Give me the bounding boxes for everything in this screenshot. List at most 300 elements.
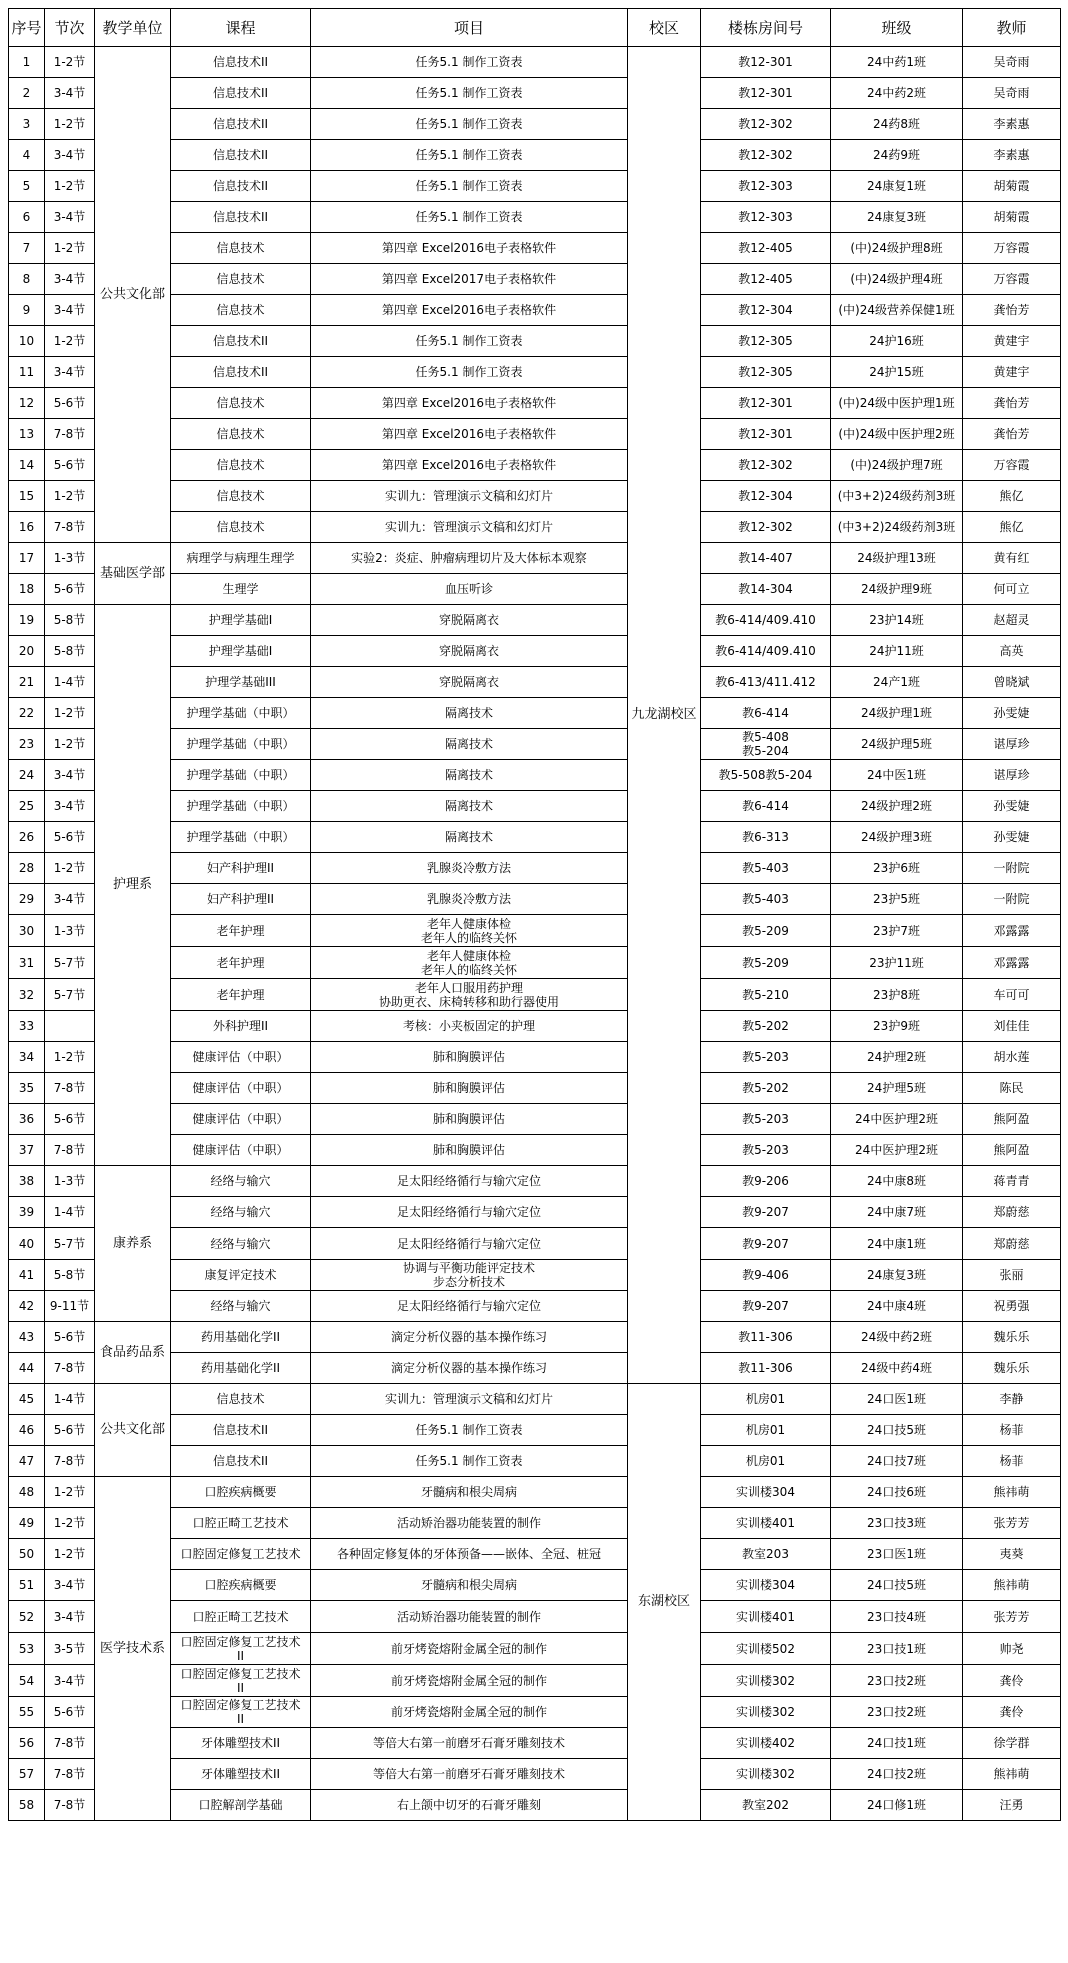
row-room: 教12-305	[701, 357, 831, 388]
row-class: 23护5班	[831, 884, 963, 915]
row-project: 肺和胸膜评估	[311, 1104, 628, 1135]
row-period: 5-8节	[45, 605, 95, 636]
row-course: 牙体雕塑技术II	[171, 1728, 311, 1759]
cell-line: 教5-204	[742, 744, 789, 758]
row-teacher: 张丽	[963, 1260, 1061, 1291]
row-project: 隔离技术	[311, 729, 628, 760]
row-number: 3	[9, 109, 45, 140]
row-project: 活动矫治器功能装置的制作	[311, 1601, 628, 1633]
row-number: 55	[9, 1697, 45, 1728]
row-period: 5-6节	[45, 1697, 95, 1728]
row-room: 教6-414	[701, 698, 831, 729]
row-number: 43	[9, 1322, 45, 1353]
row-course: 健康评估（中职）	[171, 1135, 311, 1166]
row-room: 教12-303	[701, 171, 831, 202]
row-project: 任务5.1 制作工资表	[311, 47, 628, 78]
row-room: 教5-210	[701, 979, 831, 1011]
row-period: 1-2节	[45, 1477, 95, 1508]
row-period: 7-8节	[45, 1446, 95, 1477]
row-number: 15	[9, 481, 45, 512]
row-room: 教12-405	[701, 264, 831, 295]
row-period: 3-5节	[45, 1633, 95, 1665]
row-course: 信息技术	[171, 481, 311, 512]
row-period: 5-7节	[45, 979, 95, 1011]
row-project	[311, 1260, 628, 1291]
teaching-unit-cell: 医学技术系	[95, 1477, 171, 1821]
row-number: 28	[9, 853, 45, 884]
row-class: 24级护理2班	[831, 791, 963, 822]
cell-line: 老年人健康体检	[426, 948, 511, 963]
row-teacher: 帅尧	[963, 1633, 1061, 1665]
row-period: 7-8节	[45, 1790, 95, 1821]
row-room: 实训楼502	[701, 1633, 831, 1665]
row-teacher: 祝勇强	[963, 1291, 1061, 1322]
row-room: 实训楼402	[701, 1728, 831, 1759]
row-class: 24口技5班	[831, 1415, 963, 1446]
row-project: 第四章 Excel2016电子表格软件	[311, 388, 628, 419]
row-class: 24级护理1班	[831, 698, 963, 729]
row-class: 23护14班	[831, 605, 963, 636]
row-project: 等倍大右第一前磨牙石膏牙雕刻技术	[311, 1728, 628, 1759]
row-course: 口腔正畸工艺技术	[171, 1508, 311, 1539]
teaching-unit-cell: 食品药品系	[95, 1322, 171, 1384]
row-number: 32	[9, 979, 45, 1011]
row-number: 5	[9, 171, 45, 202]
row-number: 51	[9, 1570, 45, 1601]
row-room: 教6-414/409.410	[701, 605, 831, 636]
row-project: 肺和胸膜评估	[311, 1135, 628, 1166]
row-class: 23口技2班	[831, 1665, 963, 1697]
campus-cell: 九龙湖校区	[628, 47, 701, 1384]
row-project: 滴定分析仪器的基本操作练习	[311, 1322, 628, 1353]
row-number: 58	[9, 1790, 45, 1821]
cell-line: 口腔固定修复工艺技术	[180, 1698, 301, 1712]
row-project: 实验2：炎症、肿瘤病理切片及大体标本观察	[311, 543, 628, 574]
row-course: 信息技术II	[171, 171, 311, 202]
row-room: 教室203	[701, 1539, 831, 1570]
row-number: 38	[9, 1166, 45, 1197]
row-project: 足太阳经络循行与输穴定位	[311, 1166, 628, 1197]
row-teacher: 万容霞	[963, 450, 1061, 481]
row-course: 妇产科护理II	[171, 884, 311, 915]
row-class: 24护11班	[831, 636, 963, 667]
row-class: 24口修1班	[831, 1790, 963, 1821]
table-row	[9, 47, 1061, 78]
row-period: 5-6节	[45, 1322, 95, 1353]
row-course: 健康评估（中职）	[171, 1042, 311, 1073]
cell-line: 口腔固定修复工艺技术	[180, 1666, 301, 1681]
row-teacher: 吴奇雨	[963, 47, 1061, 78]
row-period	[45, 1011, 95, 1042]
row-teacher: 赵超灵	[963, 605, 1061, 636]
row-teacher: 孙雯婕	[963, 822, 1061, 853]
row-project: 乳腺炎冷敷方法	[311, 853, 628, 884]
row-course: 信息技术	[171, 512, 311, 543]
row-period: 3-4节	[45, 791, 95, 822]
row-course: 信息技术II	[171, 47, 311, 78]
row-period: 1-2节	[45, 1042, 95, 1073]
row-course: 护理学基础（中职）	[171, 822, 311, 853]
row-course: 信息技术II	[171, 1446, 311, 1477]
row-teacher: 张芳芳	[963, 1508, 1061, 1539]
row-period: 3-4节	[45, 760, 95, 791]
row-project: 肺和胸膜评估	[311, 1042, 628, 1073]
row-room: 教5-403	[701, 853, 831, 884]
row-course: 信息技术	[171, 419, 311, 450]
row-project	[311, 915, 628, 947]
row-class: 24产1班	[831, 667, 963, 698]
row-class: 23口技1班	[831, 1633, 963, 1665]
row-course: 信息技术II	[171, 109, 311, 140]
row-period: 9-11节	[45, 1291, 95, 1322]
cell-line: 老年人健康体检	[426, 916, 511, 931]
row-number: 2	[9, 78, 45, 109]
row-class: 24护理2班	[831, 1042, 963, 1073]
row-course: 护理学基础III	[171, 667, 311, 698]
row-course: 经络与输穴	[171, 1228, 311, 1260]
row-room: 教12-405	[701, 233, 831, 264]
row-course: 康复评定技术	[171, 1260, 311, 1291]
row-teacher: 谌厚珍	[963, 729, 1061, 760]
teaching-unit-cell: 护理系	[95, 605, 171, 1166]
row-project: 血压听诊	[311, 574, 628, 605]
row-number: 57	[9, 1759, 45, 1790]
row-teacher: 熊祎萌	[963, 1570, 1061, 1601]
row-room: 教9-207	[701, 1228, 831, 1260]
row-number: 48	[9, 1477, 45, 1508]
table-row	[9, 605, 1061, 636]
teaching-unit-cell: 康养系	[95, 1166, 171, 1322]
row-number: 11	[9, 357, 45, 388]
row-period: 3-4节	[45, 357, 95, 388]
row-class: 24中康8班	[831, 1166, 963, 1197]
row-teacher: 郑蔚慈	[963, 1228, 1061, 1260]
row-class: 23护11班	[831, 947, 963, 979]
row-class: 23护9班	[831, 1011, 963, 1042]
row-room: 教12-304	[701, 295, 831, 326]
row-course: 药用基础化学II	[171, 1322, 311, 1353]
row-teacher: 龚怡芳	[963, 388, 1061, 419]
row-class: 24药8班	[831, 109, 963, 140]
cell-line: II	[236, 1648, 245, 1663]
row-room: 教12-302	[701, 109, 831, 140]
row-period: 3-4节	[45, 884, 95, 915]
row-teacher: 徐学群	[963, 1728, 1061, 1759]
row-number: 54	[9, 1665, 45, 1697]
schedule-body	[9, 47, 1061, 1821]
row-project: 任务5.1 制作工资表	[311, 202, 628, 233]
row-period: 7-8节	[45, 1353, 95, 1384]
row-project: 任务5.1 制作工资表	[311, 140, 628, 171]
row-room: 教室202	[701, 1790, 831, 1821]
row-project: 实训九：管理演示文稿和幻灯片	[311, 512, 628, 543]
cell-line: 口腔固定修复工艺技术	[180, 1634, 301, 1649]
row-period: 1-3节	[45, 543, 95, 574]
row-project	[311, 979, 628, 1011]
row-teacher: 蒋青青	[963, 1166, 1061, 1197]
row-room: 实训楼304	[701, 1477, 831, 1508]
row-number: 7	[9, 233, 45, 264]
row-project: 牙髓病和根尖周病	[311, 1477, 628, 1508]
row-class: 24中医护理2班	[831, 1104, 963, 1135]
row-period: 1-2节	[45, 853, 95, 884]
row-teacher: 龚伶	[963, 1665, 1061, 1697]
row-number: 47	[9, 1446, 45, 1477]
row-teacher: 高英	[963, 636, 1061, 667]
row-room: 教9-207	[701, 1291, 831, 1322]
row-project	[311, 947, 628, 979]
row-room: 教11-306	[701, 1322, 831, 1353]
row-course: 护理学基础（中职）	[171, 729, 311, 760]
row-project: 考核：小夹板固定的护理	[311, 1011, 628, 1042]
row-project: 实训九：管理演示文稿和幻灯片	[311, 481, 628, 512]
row-project: 隔离技术	[311, 822, 628, 853]
row-number: 52	[9, 1601, 45, 1633]
row-teacher: 邓露露	[963, 947, 1061, 979]
row-class: (中)24级护理4班	[831, 264, 963, 295]
cell-line: 老年人的临终关怀	[420, 962, 517, 977]
row-number: 8	[9, 264, 45, 295]
row-period: 5-7节	[45, 1228, 95, 1260]
row-project: 任务5.1 制作工资表	[311, 1415, 628, 1446]
row-project: 足太阳经络循行与输穴定位	[311, 1291, 628, 1322]
row-number: 1	[9, 47, 45, 78]
row-teacher: 黄建宇	[963, 357, 1061, 388]
row-number: 20	[9, 636, 45, 667]
row-teacher: 邓露露	[963, 915, 1061, 947]
header-cell-project: 项目	[311, 9, 628, 47]
row-room: 教12-302	[701, 140, 831, 171]
row-class: 24中药1班	[831, 47, 963, 78]
row-class: 24中医护理2班	[831, 1135, 963, 1166]
row-class: (中3+2)24级药剂3班	[831, 481, 963, 512]
row-period: 1-2节	[45, 171, 95, 202]
row-period: 1-4节	[45, 1384, 95, 1415]
cell-line: 老年人口服用药护理	[414, 980, 523, 995]
row-number: 22	[9, 698, 45, 729]
row-course: 信息技术II	[171, 140, 311, 171]
row-period: 1-2节	[45, 109, 95, 140]
cell-line: 协调与平衡功能评定技术	[402, 1261, 535, 1275]
row-number: 21	[9, 667, 45, 698]
header-cell-period: 节次	[45, 9, 95, 47]
row-class: 24级护理3班	[831, 822, 963, 853]
row-class: 24中康4班	[831, 1291, 963, 1322]
row-project: 等倍大右第一前磨牙石膏牙雕刻技术	[311, 1759, 628, 1790]
header-cell-no: 序号	[9, 9, 45, 47]
row-number: 50	[9, 1539, 45, 1570]
table-row	[9, 1384, 1061, 1415]
row-room: 教14-407	[701, 543, 831, 574]
row-class: 23护6班	[831, 853, 963, 884]
row-period: 1-3节	[45, 1166, 95, 1197]
row-period: 3-4节	[45, 1665, 95, 1697]
row-period: 1-2节	[45, 1508, 95, 1539]
row-room: 教12-301	[701, 388, 831, 419]
row-project: 穿脱隔离衣	[311, 636, 628, 667]
row-class: (中3+2)24级药剂3班	[831, 512, 963, 543]
row-room: 教12-305	[701, 326, 831, 357]
row-course	[171, 1697, 311, 1728]
row-course: 护理学基础（中职）	[171, 791, 311, 822]
row-class: 24康复3班	[831, 202, 963, 233]
row-number: 44	[9, 1353, 45, 1384]
row-class: 23口医1班	[831, 1539, 963, 1570]
header-row	[9, 9, 1061, 47]
row-class: 24级护理5班	[831, 729, 963, 760]
row-course: 信息技术II	[171, 78, 311, 109]
row-class: 24级中药4班	[831, 1353, 963, 1384]
row-period: 7-8节	[45, 419, 95, 450]
row-room: 实训楼302	[701, 1697, 831, 1728]
row-room: 教12-301	[701, 47, 831, 78]
row-period: 1-2节	[45, 1539, 95, 1570]
row-class: 23口技4班	[831, 1601, 963, 1633]
row-class: (中)24级中医护理2班	[831, 419, 963, 450]
row-course: 口腔固定修复工艺技术	[171, 1539, 311, 1570]
schedule-table	[8, 8, 1061, 1821]
row-teacher: 胡菊霞	[963, 202, 1061, 233]
cell-line: 教5-408	[742, 730, 789, 744]
row-course: 信息技术II	[171, 1415, 311, 1446]
row-room: 教5-203	[701, 1135, 831, 1166]
row-project: 第四章 Excel2016电子表格软件	[311, 295, 628, 326]
row-room: 教5-202	[701, 1073, 831, 1104]
row-project: 第四章 Excel2017电子表格软件	[311, 264, 628, 295]
row-course: 口腔疾病概要	[171, 1570, 311, 1601]
row-period: 5-6节	[45, 574, 95, 605]
row-class: 24中药2班	[831, 78, 963, 109]
row-project: 第四章 Excel2016电子表格软件	[311, 419, 628, 450]
row-period: 5-8节	[45, 636, 95, 667]
table-row	[9, 1477, 1061, 1508]
row-course: 信息技术	[171, 388, 311, 419]
row-period: 1-4节	[45, 667, 95, 698]
row-number: 13	[9, 419, 45, 450]
row-class: 24中康1班	[831, 1228, 963, 1260]
campus-cell: 东湖校区	[628, 1384, 701, 1821]
row-number: 12	[9, 388, 45, 419]
row-teacher: 龚伶	[963, 1697, 1061, 1728]
row-number: 30	[9, 915, 45, 947]
row-room: 实训楼401	[701, 1508, 831, 1539]
row-number: 16	[9, 512, 45, 543]
row-class: 24口技6班	[831, 1477, 963, 1508]
row-room: 实训楼302	[701, 1665, 831, 1697]
row-course: 信息技术	[171, 1384, 311, 1415]
row-number: 14	[9, 450, 45, 481]
row-class: (中)24级护理8班	[831, 233, 963, 264]
row-room: 教12-301	[701, 78, 831, 109]
row-period: 5-8节	[45, 1260, 95, 1291]
row-course: 经络与输穴	[171, 1166, 311, 1197]
row-project: 任务5.1 制作工资表	[311, 1446, 628, 1477]
row-room: 教5-203	[701, 1042, 831, 1073]
row-course: 外科护理II	[171, 1011, 311, 1042]
row-project: 乳腺炎冷敷方法	[311, 884, 628, 915]
row-teacher: 一附院	[963, 884, 1061, 915]
row-class: 23口技2班	[831, 1697, 963, 1728]
teaching-unit-cell: 公共文化部	[95, 1384, 171, 1477]
row-project: 任务5.1 制作工资表	[311, 109, 628, 140]
row-class: 24级护理9班	[831, 574, 963, 605]
row-project: 各种固定修复体的牙体预备——嵌体、全冠、桩冠	[311, 1539, 628, 1570]
row-number: 24	[9, 760, 45, 791]
row-project: 隔离技术	[311, 791, 628, 822]
row-room: 教9-406	[701, 1260, 831, 1291]
row-number: 29	[9, 884, 45, 915]
row-class: 24护理5班	[831, 1073, 963, 1104]
row-project: 前牙烤瓷熔附金属全冠的制作	[311, 1665, 628, 1697]
row-class: 24康复3班	[831, 1260, 963, 1291]
row-room: 教12-303	[701, 202, 831, 233]
row-teacher: 龚怡芳	[963, 419, 1061, 450]
row-teacher: 魏乐乐	[963, 1353, 1061, 1384]
row-room	[701, 729, 831, 760]
row-course: 口腔正畸工艺技术	[171, 1601, 311, 1633]
row-course: 病理学与病理生理学	[171, 543, 311, 574]
row-number: 46	[9, 1415, 45, 1446]
row-room: 实训楼304	[701, 1570, 831, 1601]
row-project: 滴定分析仪器的基本操作练习	[311, 1353, 628, 1384]
cell-line: II	[236, 1680, 245, 1695]
row-number: 37	[9, 1135, 45, 1166]
row-number: 45	[9, 1384, 45, 1415]
row-teacher: 李静	[963, 1384, 1061, 1415]
row-course: 信息技术	[171, 233, 311, 264]
row-room: 教5-508教5-204	[701, 760, 831, 791]
row-period: 5-6节	[45, 388, 95, 419]
row-teacher: 杨菲	[963, 1446, 1061, 1477]
row-period: 5-7节	[45, 947, 95, 979]
row-course: 护理学基础I	[171, 605, 311, 636]
row-teacher: 孙雯婕	[963, 698, 1061, 729]
row-room: 教11-306	[701, 1353, 831, 1384]
row-course: 护理学基础（中职）	[171, 698, 311, 729]
row-course: 经络与输穴	[171, 1291, 311, 1322]
row-project: 牙髓病和根尖周病	[311, 1570, 628, 1601]
row-course: 口腔解剖学基础	[171, 1790, 311, 1821]
row-room: 教12-302	[701, 512, 831, 543]
row-teacher: 一附院	[963, 853, 1061, 884]
row-class: 23护7班	[831, 915, 963, 947]
row-class: 24级护理13班	[831, 543, 963, 574]
row-period: 1-2节	[45, 326, 95, 357]
row-class: 24中康7班	[831, 1197, 963, 1228]
cell-line: II	[236, 1712, 245, 1726]
row-class: 24中医1班	[831, 760, 963, 791]
row-teacher: 李素惠	[963, 140, 1061, 171]
teaching-unit-cell: 基础医学部	[95, 543, 171, 605]
row-period: 5-6节	[45, 450, 95, 481]
header-cell-campus: 校区	[628, 9, 701, 47]
row-period: 1-2节	[45, 47, 95, 78]
row-teacher: 吴奇雨	[963, 78, 1061, 109]
row-number: 35	[9, 1073, 45, 1104]
row-number: 41	[9, 1260, 45, 1291]
row-course: 经络与输穴	[171, 1197, 311, 1228]
row-room: 实训楼401	[701, 1601, 831, 1633]
row-room: 机房01	[701, 1446, 831, 1477]
row-class: 23口技3班	[831, 1508, 963, 1539]
row-teacher: 曾晓斌	[963, 667, 1061, 698]
row-project: 右上颌中切牙的石膏牙雕刻	[311, 1790, 628, 1821]
row-teacher: 何可立	[963, 574, 1061, 605]
row-number: 56	[9, 1728, 45, 1759]
row-number: 19	[9, 605, 45, 636]
row-course: 老年护理	[171, 947, 311, 979]
row-period: 3-4节	[45, 78, 95, 109]
